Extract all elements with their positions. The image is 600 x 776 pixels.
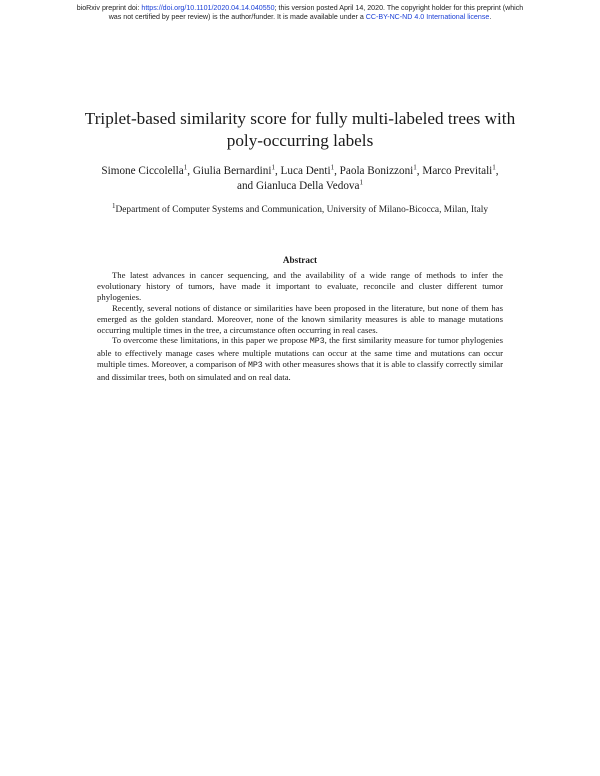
- banner-line2-text: was not certified by peer review) is the author/funder. It is made available under a: [108, 13, 366, 22]
- author-line-1: [40, 164, 560, 179]
- affiliation-superscript: 1: [359, 177, 363, 186]
- license-link[interactable]: CC-BY-NC-ND 4.0 International license: [365, 13, 490, 22]
- affiliation-superscript: 1: [492, 163, 496, 172]
- author-separator: ,: [187, 165, 193, 177]
- author-separator: ,: [495, 165, 499, 177]
- affiliation-superscript: 1: [271, 163, 275, 172]
- abstract-p3-part-b: , the first similarity measure for tumor phylogenies able to effectively manage cases where multiple mutations can occur at the same time and mutations can occur multiple times. Moreover, a comparison of: [97, 335, 503, 370]
- affiliation-superscript: 1: [413, 163, 417, 172]
- author-name: Simone Ciccolella: [101, 165, 184, 177]
- banner-end: .: [489, 13, 492, 22]
- abstract-p3-part-c: with other measures shows that it is able to classify correctly similar and dissimilar trees, both on simulated and on real data.: [97, 359, 503, 383]
- method-name-code: MP3: [309, 337, 325, 347]
- author-name: Paola Bonizzoni: [339, 165, 414, 177]
- author-name: Giulia Bernardini: [192, 165, 272, 177]
- author-separator: ,: [416, 165, 423, 177]
- preprint-banner: [20, 4, 580, 23]
- affiliation-superscript: 1: [330, 163, 335, 172]
- title-line-2: poly-occurring labels: [226, 131, 374, 150]
- last-author-prefix: and: [236, 179, 256, 192]
- abstract-paragraph-1: The latest advances in cancer sequencing, and the availability of a wide range of methods to infer the evolutionary history of tumors, have made it important to evaluate, reconcile and cluster different tumor phylogenies.: [97, 270, 503, 302]
- affiliation-superscript: 1: [183, 163, 188, 172]
- author-separator: ,: [274, 165, 281, 177]
- banner-middle: ; this version posted April 14, 2020. The copyright holder for this preprint (which: [274, 4, 524, 12]
- affiliation-text: Department of Computer Systems and Communication, University of Milano-Bicocca, Milan, Italy: [115, 205, 489, 215]
- author-separator: ,: [334, 165, 340, 177]
- abstract-paragraph-2: Recently, several notions of distance or similarities have been proposed in the literature, but none of them has emerged as the golden standard. Moreover, none of the known similarity measures is able to manage mutations occurring multiple times in the tree, a circumstance often occurring in real cases.: [97, 302, 503, 335]
- method-name-code: MP3: [247, 361, 263, 371]
- abstract-body: [97, 270, 503, 383]
- paper-title: [40, 108, 560, 152]
- banner-line-2: [20, 13, 580, 22]
- abstract-p3-part-a: To overcome these limitations, in this paper we propose: [112, 335, 310, 346]
- affiliation: [40, 201, 560, 216]
- affiliation-mark: 1: [111, 201, 116, 210]
- abstract-paragraph-3: [97, 335, 503, 383]
- abstract-heading: Abstract: [282, 255, 318, 265]
- author-name: Gianluca Della Vedova: [255, 179, 360, 192]
- author-line-2: [40, 179, 560, 194]
- title-line-1: Triplet-based similarity score for fully multi-labeled trees with: [84, 109, 516, 128]
- banner-line-1: [20, 4, 580, 13]
- author-name: Marco Previtali: [422, 165, 493, 177]
- author-list: [40, 164, 560, 193]
- doi-link[interactable]: https://doi.org/10.1101/2020.04.14.040550: [141, 4, 275, 12]
- author-name: Luca Denti: [280, 165, 331, 177]
- banner-prefix: bioRxiv preprint doi:: [76, 4, 142, 12]
